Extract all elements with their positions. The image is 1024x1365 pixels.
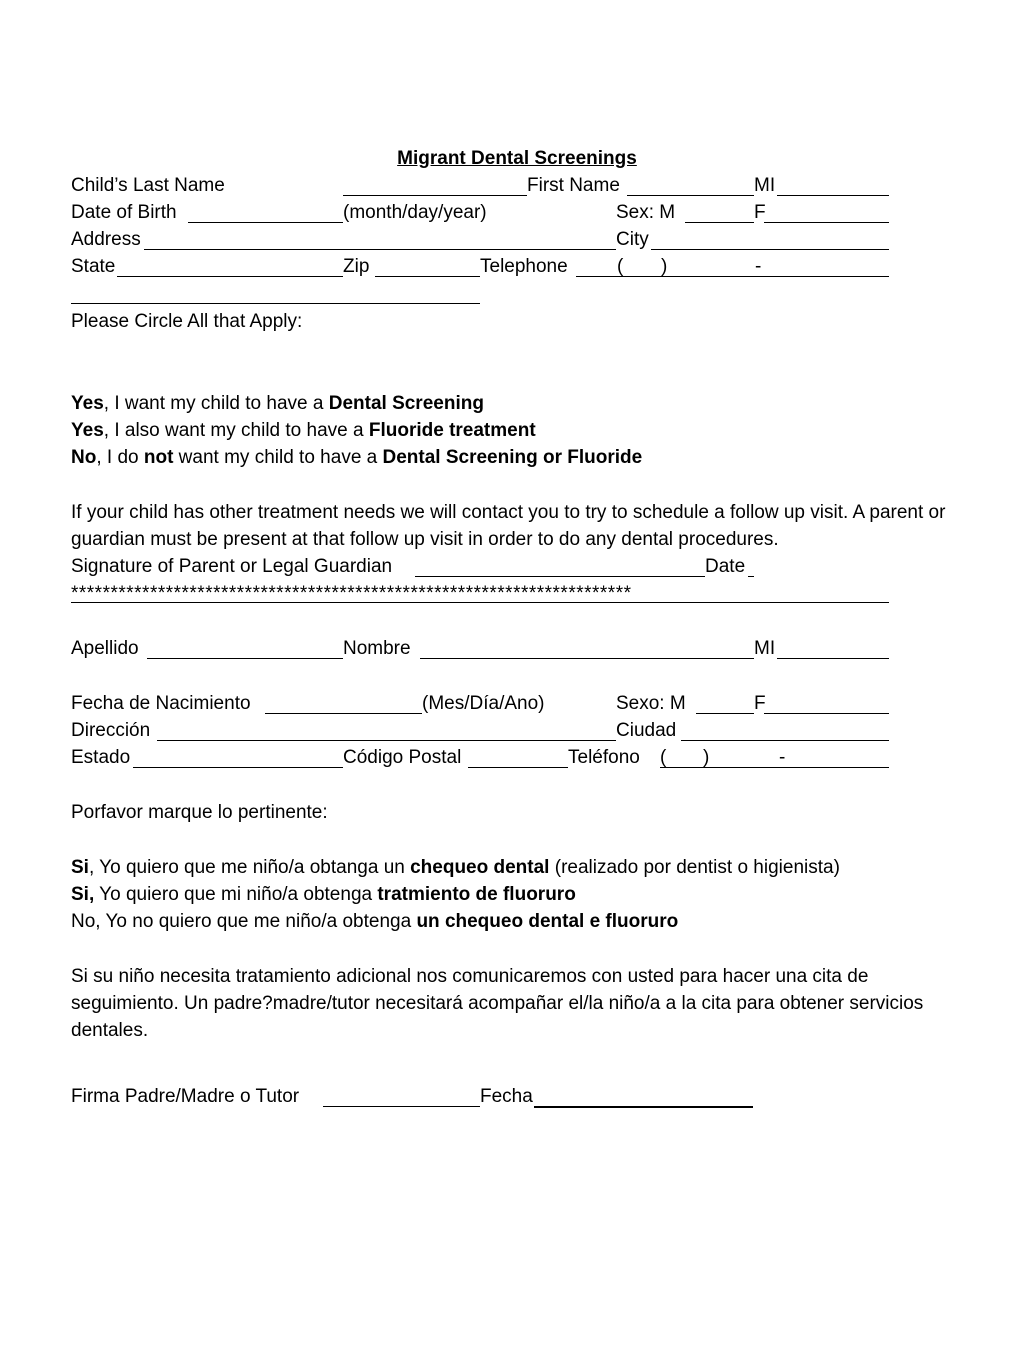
sex-m-field[interactable] xyxy=(685,222,754,223)
option-emphasis: Fluoride treatment xyxy=(368,420,536,441)
sex-m-label: Sex: M xyxy=(616,202,676,223)
city-field[interactable] xyxy=(651,249,889,250)
option-yes-label: Yes xyxy=(71,393,104,414)
date-label: Date xyxy=(705,556,746,577)
adicional-paragraph: Si su niño necesita tratamiento adicional nos comunicaremos con usted para hacer una cita de seguimiento. Un padre?madre/tutor necesitará acompañar el/la niño/a a la cita para obtener servicios dentales. xyxy=(71,966,924,1041)
fecha-label: Fecha xyxy=(480,1086,533,1107)
phone-open-paren: ( xyxy=(617,256,624,277)
fecha-field[interactable] xyxy=(534,1106,753,1108)
sexo-f-field[interactable] xyxy=(764,713,889,714)
opcion-emphasis: chequeo dental xyxy=(410,857,550,878)
child-last-name-label: Child’s Last Name xyxy=(71,175,225,196)
es-phone-dash: - xyxy=(779,747,786,768)
codigo-postal-field[interactable] xyxy=(468,767,568,768)
first-name-label: First Name xyxy=(527,175,620,196)
option-no-label: No xyxy=(71,447,97,468)
sex-f-field[interactable] xyxy=(764,222,889,223)
dob-format: (month/day/year) xyxy=(343,202,487,223)
estado-field[interactable] xyxy=(133,767,343,768)
city-label: City xyxy=(616,229,649,250)
option-text: , I do xyxy=(96,447,144,468)
direccion-field[interactable] xyxy=(157,740,616,741)
option-text: , I want my child to have a xyxy=(103,393,329,414)
sexo-m-label: Sexo: M xyxy=(616,693,686,714)
zip-label: Zip xyxy=(343,256,370,277)
mi-field[interactable] xyxy=(777,195,889,196)
extra-line-field[interactable] xyxy=(71,303,480,304)
followup-paragraph: If your child has other treatment needs we will contact you to try to schedule a follow up visit. A parent or guardian must be present at that follow up visit in order to do any dental procedures. xyxy=(71,502,946,550)
first-name-field[interactable] xyxy=(627,195,754,196)
codigo-postal-label: Código Postal xyxy=(343,747,462,768)
phone-close-paren: ) xyxy=(661,256,668,277)
sex-f-label: F xyxy=(754,202,766,223)
opcion-text: , Yo quiero que me niño/a obtanga un xyxy=(88,857,411,878)
apellido-label: Apellido xyxy=(71,638,139,659)
option-yes-label: Yes xyxy=(71,420,104,441)
option-fluoride[interactable] xyxy=(71,417,536,444)
signature-field[interactable] xyxy=(415,576,705,577)
form-title: Migrant Dental Screenings xyxy=(397,148,637,169)
ciudad-field[interactable] xyxy=(681,740,889,741)
opcion-si-label: Si xyxy=(71,857,89,878)
state-field[interactable] xyxy=(117,276,343,277)
nombre-field[interactable] xyxy=(420,658,754,659)
estado-label: Estado xyxy=(71,747,131,768)
option-text: , I also want my child to have a xyxy=(103,420,369,441)
fecha-format: (Mes/Día/Ano) xyxy=(422,693,545,714)
opcion-si-label: Si, xyxy=(71,884,95,905)
ciudad-label: Ciudad xyxy=(616,720,677,741)
es-phone-close-paren: ) xyxy=(703,747,710,768)
mi-label: MI xyxy=(754,175,776,196)
signature-label: Signature of Parent or Legal Guardian xyxy=(71,556,393,577)
firma-field[interactable] xyxy=(323,1106,480,1107)
telephone-label: Telephone xyxy=(480,256,568,277)
date-field[interactable] xyxy=(748,576,754,577)
opcion-text: (realizado por dentist o higienista) xyxy=(549,857,840,878)
opcion-fluoruro[interactable] xyxy=(71,881,576,908)
option-text: want my child to have a xyxy=(173,447,383,468)
option-no[interactable] xyxy=(71,444,642,471)
phone-dash: - xyxy=(755,256,762,277)
option-emphasis: not xyxy=(143,447,174,468)
address-label: Address xyxy=(71,229,141,250)
opcion-emphasis: un chequeo dental e fluoruro xyxy=(416,911,679,932)
dob-field[interactable] xyxy=(188,222,343,223)
dob-label: Date of Birth xyxy=(71,202,177,223)
es-mi-label: MI xyxy=(754,638,776,659)
es-phone-open-paren: ( xyxy=(660,747,667,768)
fecha-nacimiento-label: Fecha de Nacimiento xyxy=(71,693,251,714)
opcion-emphasis: tratmiento de fluoruro xyxy=(377,884,576,905)
opcion-text: Yo quiero que mi niño/a obtenga xyxy=(94,884,378,905)
nombre-label: Nombre xyxy=(343,638,411,659)
option-emphasis: Dental Screening or Fluoride xyxy=(382,447,643,468)
opcion-no[interactable] xyxy=(71,908,678,935)
direccion-label: Dirección xyxy=(71,720,151,741)
option-dental-screening[interactable] xyxy=(71,390,484,417)
apellido-field[interactable] xyxy=(147,658,343,659)
circle-prompt: Please Circle All that Apply: xyxy=(71,311,303,332)
sexo-f-label: F xyxy=(754,693,766,714)
zip-field[interactable] xyxy=(375,276,480,277)
fecha-nacimiento-field[interactable] xyxy=(265,713,422,714)
opcion-chequeo[interactable] xyxy=(71,854,840,881)
es-mi-field[interactable] xyxy=(777,658,889,659)
section-separator: *********************************************************************** xyxy=(71,580,889,603)
telefono-label: Teléfono xyxy=(568,747,640,768)
address-field[interactable] xyxy=(144,249,616,250)
sexo-m-field[interactable] xyxy=(696,713,754,714)
marque-prompt: Porfavor marque lo pertinente: xyxy=(71,802,328,823)
firma-label: Firma Padre/Madre o Tutor xyxy=(71,1086,300,1107)
state-label: State xyxy=(71,256,116,277)
opcion-text: No, Yo no quiero que me niño/a obtenga xyxy=(71,911,417,932)
telefono-field[interactable] xyxy=(660,767,889,768)
child-last-name-field[interactable] xyxy=(343,195,527,196)
option-emphasis: Dental Screening xyxy=(328,393,484,414)
